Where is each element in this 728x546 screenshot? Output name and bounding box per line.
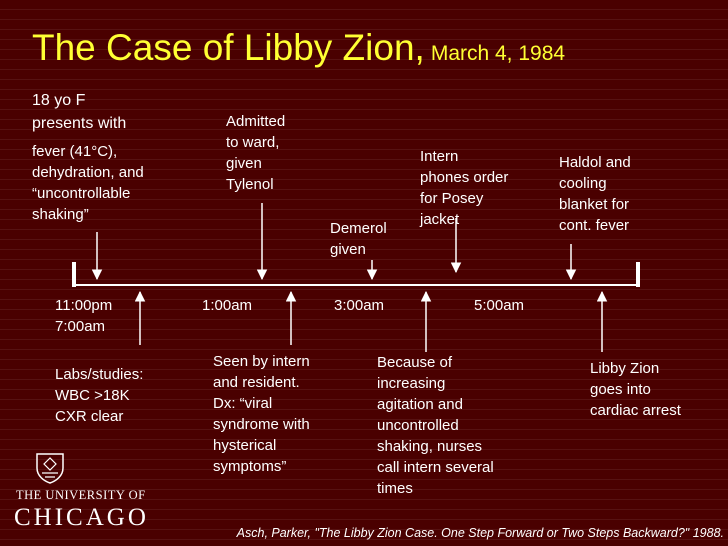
logo-line-chicago: CHICAGO xyxy=(14,504,149,531)
event-presents-heading: 18 yo F presents with xyxy=(32,92,127,132)
event-nurses-call: Because of increasing agitation and uncontrolled shaking, nurses call intern several times xyxy=(377,354,494,497)
title-main: The Case of Libby Zion, xyxy=(32,27,425,68)
time-label-start: 11:00pm 7:00am xyxy=(55,297,113,335)
event-presents-details: fever (41°C), dehydration, and “uncontrollable shaking” xyxy=(32,143,144,223)
time-label-5am: 5:00am xyxy=(474,297,525,314)
event-demerol: Demerol given xyxy=(330,220,387,258)
logo-line-university: THE UNIVERSITY OF xyxy=(16,488,146,502)
event-admitted: Admitted to ward, given Tylenol xyxy=(226,113,286,193)
time-label-1am: 1:00am xyxy=(202,297,253,314)
crest-icon xyxy=(34,452,66,484)
event-seen-by-intern: Seen by intern and resident. Dx: “viral syndrome with hysterical symptoms” xyxy=(213,353,310,475)
time-label-3am: 3:00am xyxy=(334,297,385,314)
event-haldol: Haldol and cooling blanket for cont. fever xyxy=(559,154,631,234)
event-posey-jacket: Intern phones order for Posey jacket xyxy=(420,148,509,228)
event-cardiac-arrest: Libby Zion goes into cardiac arrest xyxy=(590,360,681,419)
title-date: March 4, 1984 xyxy=(430,42,566,65)
citation: Asch, Parker, "The Libby Zion Case. One Step Forward or Two Steps Backward?" 1988. xyxy=(236,526,724,540)
event-labs: Labs/studies: WBC >18K CXR clear xyxy=(55,366,144,425)
